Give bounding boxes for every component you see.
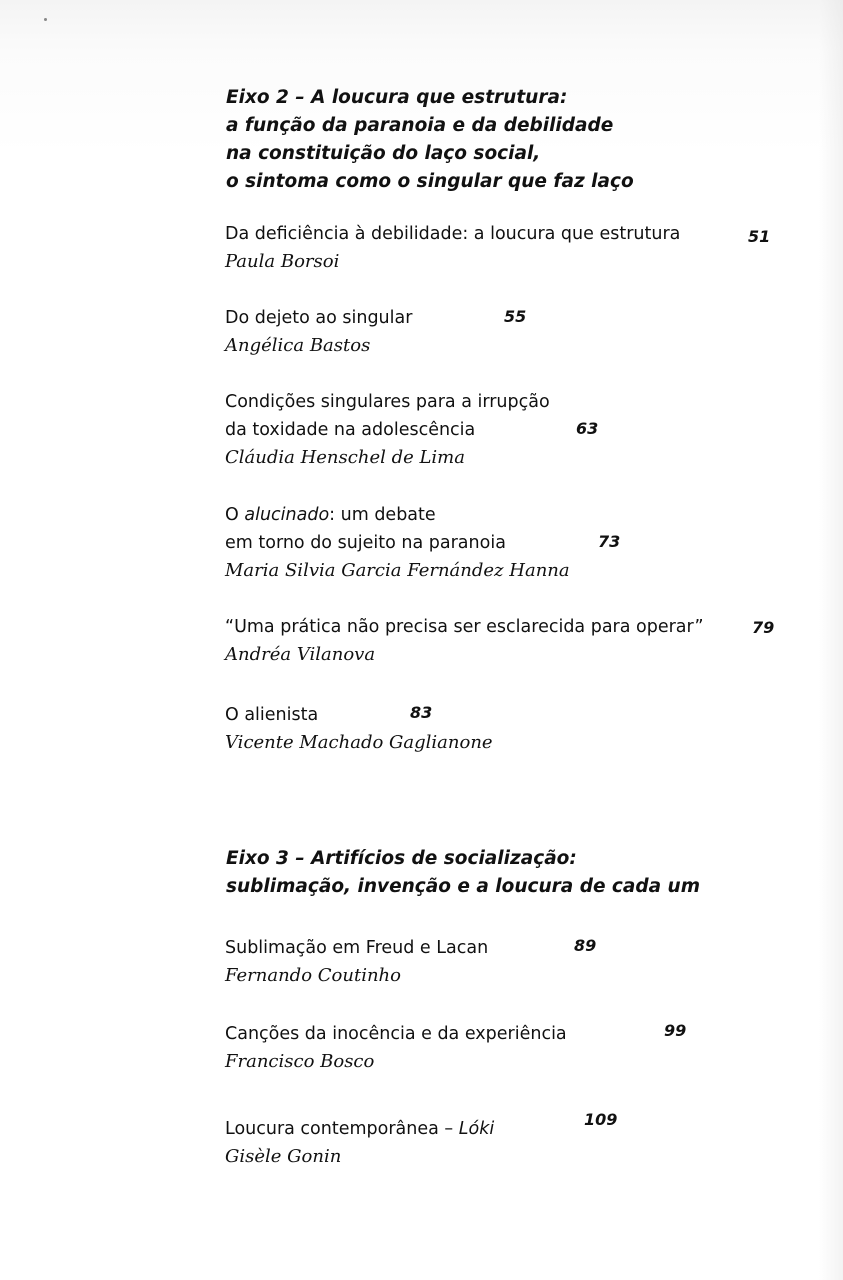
entry-title-part: Loucura contemporânea –: [225, 1119, 459, 1139]
toc-entry: [225, 934, 488, 990]
page-number: 63: [576, 419, 599, 438]
toc-entry: [225, 388, 550, 472]
page-number: 99: [664, 1021, 687, 1040]
entry-title: Sublimação em Freud e Lacan: [225, 938, 489, 958]
entry-title-italic: alucinado: [244, 505, 330, 525]
section-heading-line: o sintoma como o singular que faz laço: [226, 171, 634, 192]
entry-title: Canções da inocência e da experiência: [225, 1024, 567, 1044]
section-heading-line: Eixo 2 – A loucura que estrutura:: [226, 87, 568, 108]
page-number: 73: [598, 532, 621, 551]
entry-author: Angélica Bastos: [225, 335, 371, 356]
entry-title: Da deficiência à debilidade: a loucura que estrutura: [225, 224, 681, 244]
entry-title-part: : um debate: [329, 505, 436, 525]
toc-entry: [225, 701, 493, 757]
entry-author: Vicente Machado Gaglianone: [225, 732, 493, 753]
page-number: 55: [504, 307, 527, 326]
entry-title-part: O: [225, 505, 239, 525]
paper-speck: [44, 18, 47, 21]
entry-title-italic: Lóki: [458, 1119, 495, 1139]
entry-author: Cláudia Henschel de Lima: [225, 447, 465, 468]
toc-entry: [225, 613, 704, 669]
entry-author: Paula Borsoi: [225, 251, 340, 272]
section-heading-line: sublimação, invenção e a loucura de cada um: [226, 876, 700, 897]
entry-title: da toxidade na adolescência: [225, 420, 476, 440]
entry-title: O alienista: [225, 705, 319, 725]
page-number: 89: [574, 936, 597, 955]
entry-title: [225, 1115, 494, 1143]
section-heading-line: Eixo 3 – Artifícios de socialização:: [226, 848, 577, 869]
entry-author: Andréa Vilanova: [225, 644, 376, 665]
toc-entry: [225, 220, 680, 276]
page-number: 79: [752, 618, 775, 637]
entry-title: em torno do sujeito na paranoia: [225, 533, 506, 553]
page-number: 109: [584, 1110, 618, 1129]
page-number: 83: [410, 703, 433, 722]
section-heading-eixo-3: [226, 845, 700, 901]
entry-author: Gisèle Gonin: [225, 1146, 342, 1167]
section-heading-eixo-2: [226, 84, 634, 196]
entry-author: Fernando Coutinho: [225, 965, 401, 986]
page-number: 51: [748, 227, 771, 246]
entry-title: “Uma prática não precisa ser esclarecida para operar”: [225, 617, 704, 637]
entry-title: Do dejeto ao singular: [225, 308, 413, 328]
section-heading-line: na constituição do laço social,: [226, 143, 541, 164]
section-heading-line: a função da paranoia e da debilidade: [226, 115, 614, 136]
toc-entry: [225, 1115, 494, 1171]
toc-entry: [225, 501, 570, 585]
toc-entry: [225, 1020, 567, 1076]
entry-title: [225, 501, 570, 529]
entry-title: Condições singulares para a irrupção: [225, 392, 550, 412]
toc-entry: [225, 304, 412, 360]
page-edge-shadow: [819, 0, 843, 1280]
entry-author: Francisco Bosco: [225, 1051, 375, 1072]
entry-author: Maria Silvia Garcia Fernández Hanna: [225, 560, 570, 581]
